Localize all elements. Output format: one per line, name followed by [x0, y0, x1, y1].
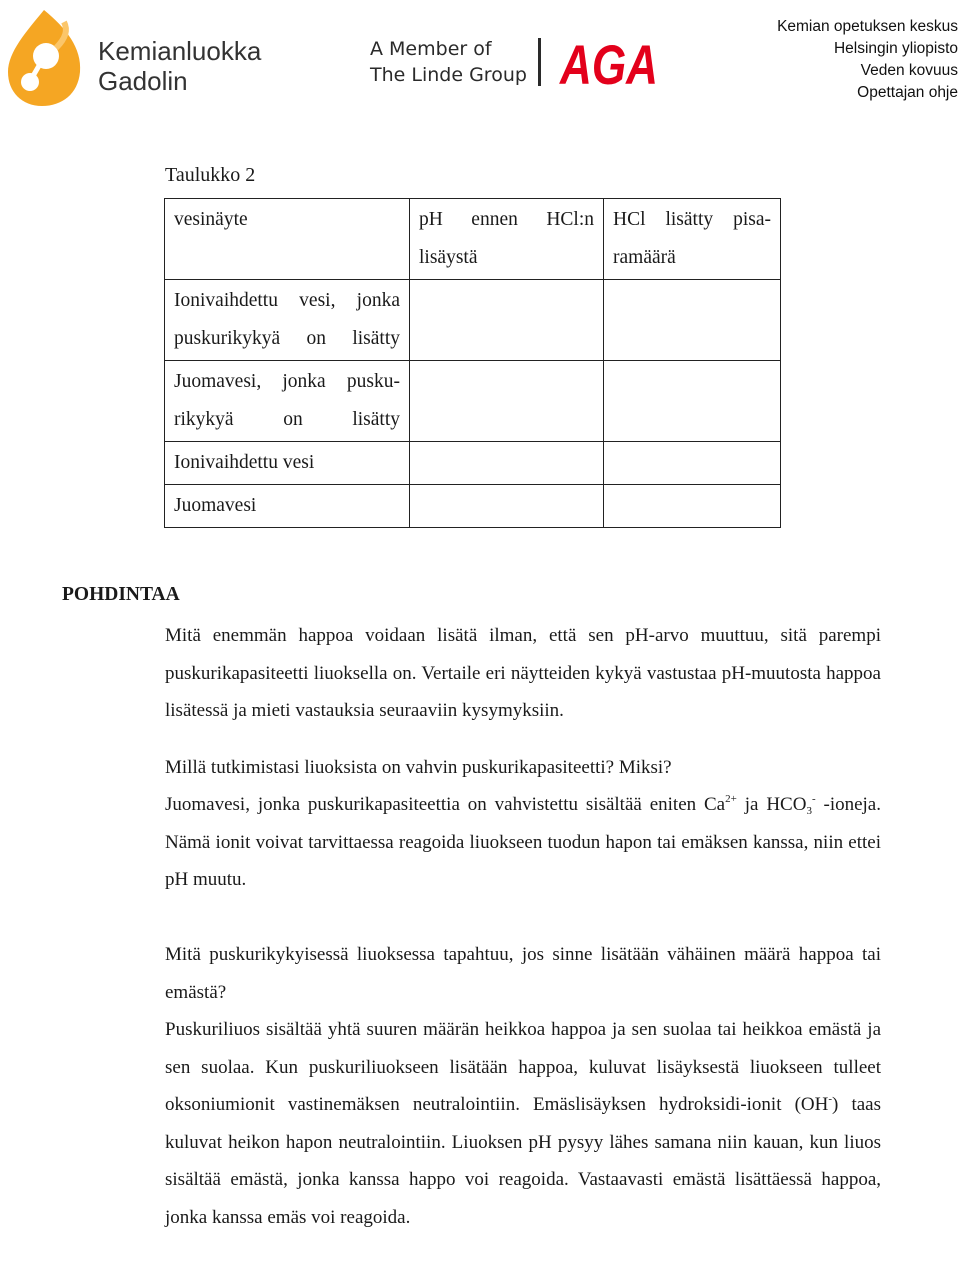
linde-tagline: [370, 36, 527, 88]
answer-2: [165, 1011, 881, 1236]
row-drops-cell: [604, 280, 781, 361]
answer-1: [165, 786, 881, 899]
row-sample: Ionivaihdettu vesi: [165, 442, 410, 485]
header-sample: vesinäyte: [165, 199, 410, 280]
results-table: [164, 198, 781, 528]
svg-text:AGA: AGA: [558, 33, 658, 96]
meta-topic: Veden kovuus: [860, 62, 958, 79]
brand-line-2: Gadolin: [98, 66, 188, 96]
table-row: [165, 280, 781, 361]
linde-line-2: The Linde Group: [370, 64, 527, 86]
row-drops-cell: [604, 485, 781, 528]
hydroxide-charge: -: [828, 1093, 833, 1105]
table-row: [165, 485, 781, 528]
answer-1-text: Juomavesi, jonka puskurikapasiteettia on vahvistettu sisältää eniten Ca: [165, 794, 726, 815]
intro-paragraph: Mitä enemmän happoa voidaan lisätä ilman, että sen pH-arvo muuttuu, sitä parempi puskurikapasiteetti liuoksella on. Vertaile eri näytteiden kykyä vastustaa pH-muutosta happoa lisätessä ja mieti vastauksia seuraaviin kysymyksiin.: [165, 625, 881, 721]
row-ph-cell: [410, 442, 604, 485]
document-meta: [777, 16, 958, 104]
bicarbonate-subscript: 3: [806, 805, 812, 817]
table-row: [165, 442, 781, 485]
table-caption: Taulukko 2: [165, 164, 256, 186]
row-ph-cell: [410, 485, 604, 528]
header-ph-before: pH ennen HCl:n lisäystä: [410, 199, 604, 280]
question-2: Mitä puskurikykyisessä liuoksessa tapahtuu, jos sinne lisätään vähäinen määrä happoa tai emästä?: [165, 944, 881, 1003]
row-drops-cell: [604, 361, 781, 442]
calcium-charge: 2+: [725, 793, 737, 805]
meta-document-type: Opettajan ohje: [857, 84, 958, 101]
header-divider: [538, 38, 541, 86]
row-drops-cell: [604, 442, 781, 485]
question-1: Millä tutkimistasi liuoksista on vahvin puskurikapasiteetti? Miksi?: [165, 757, 672, 778]
page-header: [0, 0, 960, 120]
answer-1-text: ja HCO: [736, 794, 807, 815]
bicarbonate-charge: -: [811, 793, 816, 805]
meta-organization: Kemian opetuksen keskus: [777, 18, 958, 35]
brand-line-1: Kemianluokka: [98, 36, 262, 66]
aga-logo: [558, 33, 660, 96]
linde-line-1: A Member of: [370, 38, 492, 60]
row-sample: Juomavesi, jonka pusku-rikykyä on lisätty: [165, 361, 410, 442]
gadolin-logo-icon: [4, 8, 84, 108]
row-ph-cell: [410, 361, 604, 442]
table-row: [165, 361, 781, 442]
row-sample: Ionivaihdettu vesi, jonka puskurikykyä on lisätty: [165, 280, 410, 361]
section-title: POHDINTAA: [62, 584, 180, 605]
row-ph-cell: [410, 280, 604, 361]
row-sample: Juomavesi: [165, 485, 410, 528]
answer-1-text: -ioneja. Nämä ionit voivat tarvittaessa reagoida liuokseen tuodun hapon tai emäksen kanssa, niin ettei pH muutu.: [165, 794, 881, 890]
meta-university: Helsingin yliopisto: [833, 40, 958, 57]
header-hcl-drops: HCl lisätty pisa-ramäärä: [604, 199, 781, 280]
brand-name: [98, 36, 261, 96]
answer-2-text: ) taas kuluvat heikon hapon neutralointiin. Liuoksen pH pysyy lähes samana niin kauan, kun liuos sisältää emästä, jonka kanssa happo voi reagoida. Vastaavasti emästä lisättäessä happoa, jonka kanssa emäs voi reagoida.: [165, 1094, 881, 1228]
table-header-row: [165, 199, 781, 280]
answer-2-text: Puskuriliuos sisältää yhtä suuren määrän heikkoa happoa ja sen suolaa tai heikkoa emästä ja sen suolaa. Kun puskuriliuokseen lisätään happoa, kuluvat lisäyksestä liuokseen tulleet oksoniumionit vastinemäksen neutralointiin. Emäslisäyksen hydroksidi-ionit (OH: [165, 1019, 881, 1115]
